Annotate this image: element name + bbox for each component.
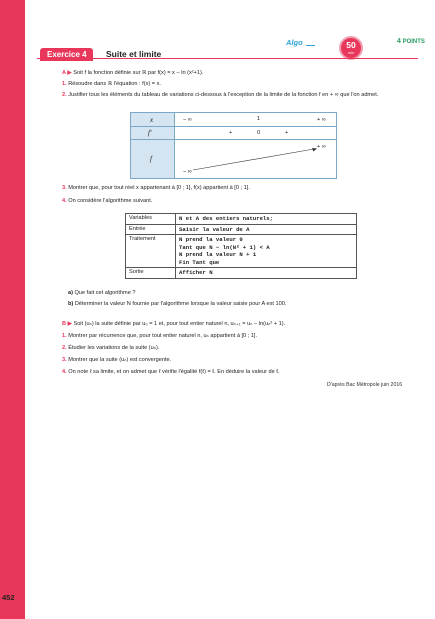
pencil-icon [306,39,315,46]
part-b-q3-text: Montrer que la suite (uₙ) est convergente. [68,357,172,363]
part-b-q1-number: 1. [62,333,67,339]
part-b-q2-number: 2. [62,345,67,351]
algorithm-row [126,235,357,268]
exercise-title: Suite et limite [106,49,162,59]
algo-badge [286,38,315,47]
exercise-tab: Exercice 4 [40,48,93,61]
algorithm-row [126,268,357,279]
part-b-q1 [62,333,257,340]
row-fprime-label: f′ [148,129,152,137]
algorithm-row [126,214,357,225]
page-number: 452 [2,593,15,602]
part-b-q2-text: Étudier les variations de la suite (uₙ). [68,345,160,351]
part-b-intro-line [62,321,285,328]
part-a-q3-text: Montrer que, pour tout réel x appartenant à [0 ; 1], f(x) appartient à [0 ; 1]. [68,185,250,191]
algorithm-line: Tant que N − ln(N² + 1) < A [179,243,270,251]
part-a-q4a-text: Que fait cet algorithme ? [74,290,136,296]
x-critical-value: 1 [257,116,261,122]
part-a-q4b-label: b) [68,301,74,307]
part-a-q2-text: Justifier tous les éléments du tableau de variations ci-dessous à l'exception de la limite de la fonction f en + ∞ que l'on admet. [68,92,379,98]
points-label: POINTS [402,39,425,45]
points-value: 4 [397,38,401,45]
part-a-q1-number: 1. [62,81,67,87]
part-b-q2 [62,345,159,352]
algorithm-row [126,224,357,235]
f-minus-infinity: − ∞ [183,169,192,175]
part-a-q2 [62,92,378,99]
page-content [25,0,435,619]
part-a-q3 [62,185,250,192]
part-a-q4b-text: Déterminer la valeur N fournie par l'algorithme lorsque la valeur saisie pour A est 100. [74,301,287,307]
algorithm-variables-label: Variables [126,214,176,225]
points-badge [397,38,425,45]
algorithm-line: Fin Tant que [179,258,220,266]
part-b-q4 [62,369,280,376]
part-b-q3-number: 3. [62,357,67,363]
part-a-q4-text: On considère l'algorithme suivant. [68,198,153,204]
algorithm-entree-label: Entrée [126,224,176,235]
part-b-q4-number: 4. [62,369,67,375]
part-b-q3 [62,357,171,364]
algorithm-entree-value: Saisir la valeur de A [176,224,357,235]
sign-right: + [285,130,289,136]
timer-value: 50 [346,40,356,50]
timer-badge [339,36,363,60]
algorithm-traitement-body [176,235,357,268]
sign-left: + [229,130,233,136]
increasing-arrow [131,113,336,178]
algorithm-line: N prend la valeur N + 1 [179,251,257,258]
part-a-q3-number: 3. [62,185,67,191]
part-a-q4a [68,290,136,297]
row-x-label: x [150,116,154,124]
margin-bar [0,0,25,619]
x-minus-infinity: − ∞ [183,117,192,123]
part-a-q4-number: 4. [62,198,67,204]
part-a-q4 [62,198,152,205]
f-plus-infinity: + ∞ [317,144,326,150]
part-a-intro: Soit f la fonction définie sur ℝ par f(x) = x − ln (x²+1). [73,70,204,76]
part-a-marker: A ▶ [62,70,72,76]
sign-zero: 0 [257,130,261,136]
part-a-q4b [68,301,286,308]
variation-table [130,112,337,179]
part-a-intro-line [62,70,203,77]
algorithm-traitement-label: Traitement [126,235,176,268]
algorithm-line: N prend la valeur 0 [179,236,243,243]
part-a-q1-text: Résoudre dans ℝ l'équation : f(x) = x. [68,81,161,87]
algo-label: Algo [286,38,303,47]
algorithm-table [125,213,357,279]
part-b-q1-text: Montrer par récurrence que, pour tout entier naturel n, uₙ appartient à [0 ; 1]. [68,333,258,339]
part-b-marker: B ▶ [62,321,72,327]
x-plus-infinity: + ∞ [317,117,326,123]
part-b-q4-text: On note ℓ sa limite, et on admet que ℓ vérifie l'égalité f(ℓ) = ℓ. En déduire la valeur de ℓ. [68,369,280,375]
part-a-q4a-label: a) [68,290,73,296]
exercise-rule [37,58,418,59]
algorithm-variables-value: N et A des entiers naturels; [176,214,357,225]
row-f-label: f [150,155,152,163]
timer-unit: min [348,51,354,55]
algorithm-sortie-label: Sortie [126,268,176,279]
part-a-q1 [62,81,161,88]
part-a-q2-number: 2. [62,92,67,98]
algorithm-sortie-value: Afficher N [176,268,357,279]
part-b-intro: Soit (uₙ) la suite définie par u₀ = 1 et, pour tout entier naturel n, uₙ₊₁ = uₙ − ln(uₙ² + 1). [73,321,286,327]
source-credit: D'après Bac Métropole juin 2016 [327,382,403,388]
